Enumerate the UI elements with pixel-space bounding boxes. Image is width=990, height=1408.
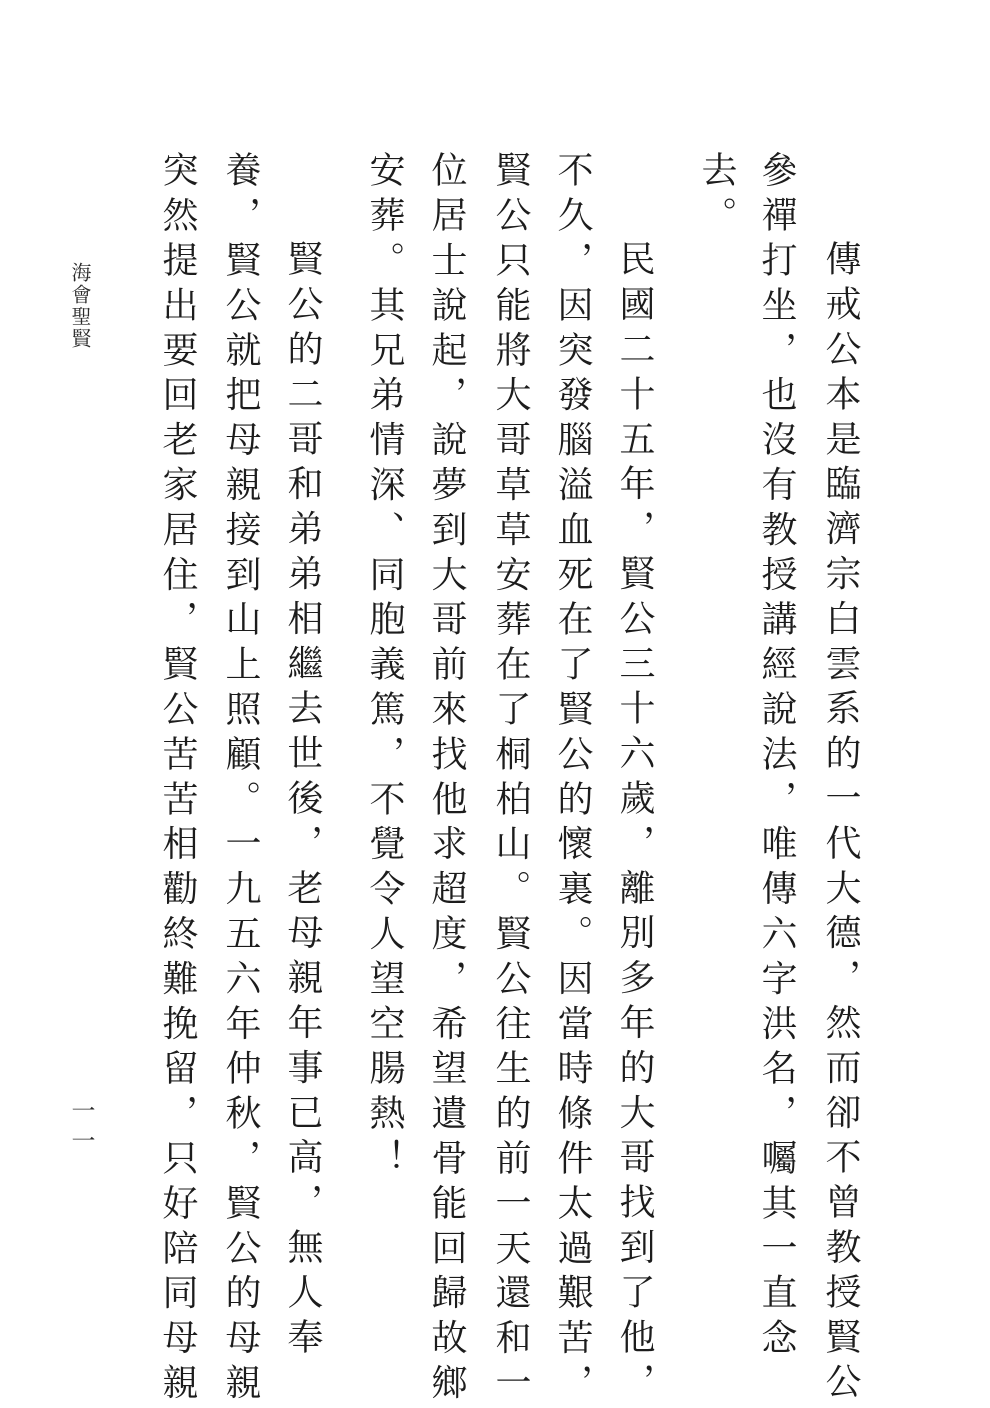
text-column-5: 不久，因突發腦溢血死在了賢公的懷裏。因當時條件太過艱苦， [552,151,593,1408]
text-column-7: 位居士說起，說夢到大哥前來找他求超度，希望遺骨能回歸故鄉 [426,151,467,1408]
text-column-3: 去。 [696,151,737,241]
text-column-11: 突然提出要回老家居住，賢公苦苦相勸終難挽留，只好陪同母親 [157,151,198,1408]
text-column-10: 養，賢公就把母親接到山上照顧。一九五六年仲秋，賢公的母親 [220,151,261,1408]
text-column-8: 安葬。其兄弟情深、同胞義篤，不覺令人望空腸熱！ [364,151,405,1184]
text-column-4: 民國二十五年，賢公三十六歲，離別多年的大哥找到了他， [614,240,655,1408]
text-column-9: 賢公的二哥和弟弟相繼去世後，老母親年事已高，無人奉 [282,240,323,1363]
text-column-2: 參禪打坐，也沒有教授講經說法，唯傳六字洪名，囑其一直念 [756,151,797,1364]
text-column-6: 賢公只能將大哥草草安葬在了桐柏山。賢公往生的前一天還和一 [490,151,531,1408]
page-number: 一一 [67,1098,95,1158]
text-column-1: 傳戒公本是臨濟宗白雲系的一代大德，然而卻不曾教授賢公 [820,240,861,1408]
running-title: 海會聖賢 [68,262,92,350]
